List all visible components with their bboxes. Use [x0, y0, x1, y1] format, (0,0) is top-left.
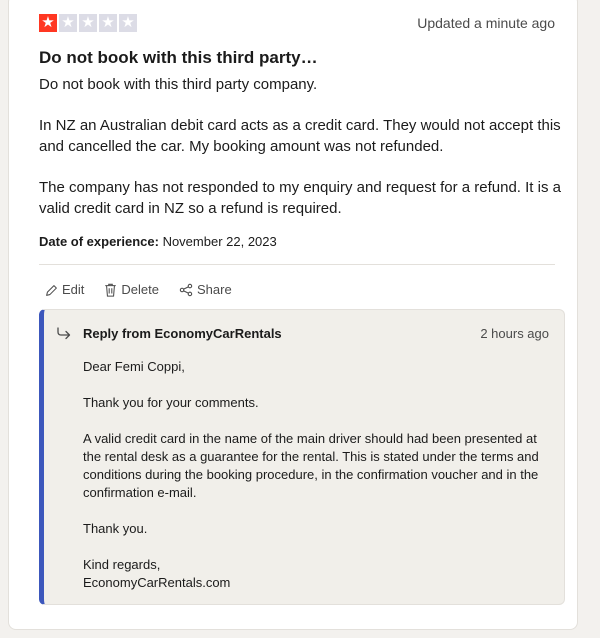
star-icon: ★ — [79, 14, 97, 32]
updated-timestamp: Updated a minute ago — [417, 15, 555, 31]
star-icon: ★ — [99, 14, 117, 32]
reply-paragraph: Thank you. — [83, 521, 148, 536]
reply-paragraph: Thank you for your comments. — [83, 395, 259, 410]
delete-button[interactable] — [104, 281, 159, 299]
trash-icon — [104, 283, 117, 297]
company-reply — [39, 309, 565, 605]
reply-signature: EconomyCarRentals.com — [83, 575, 231, 590]
star-icon: ★ — [39, 14, 57, 32]
reply-arrow-icon — [56, 326, 72, 345]
review-card — [8, 0, 578, 630]
actions-divider — [39, 264, 555, 265]
review-title: Do not book with this third party… — [39, 48, 318, 67]
review-paragraph: The company has not responded to my enquiry and request for a refund. It is a valid credit card in NZ so a refund is required. — [39, 179, 561, 217]
review-body — [39, 74, 569, 239]
review-actions — [45, 281, 232, 299]
share-label: Share — [196, 282, 232, 297]
reply-timestamp: 2 hours ago — [480, 326, 549, 341]
star-icon: ★ — [59, 14, 77, 32]
date-of-experience — [39, 234, 277, 250]
date-of-experience-label: Date of experience: — [39, 234, 159, 249]
reply-body — [83, 358, 553, 592]
reply-paragraph: A valid credit card in the name of the main driver should had been presented at the rental desk as a guarantee for the rental. This is stated under the terms and conditions during the booking procedure, in the confirmation voucher and in the confirmation e-mail. — [83, 431, 539, 500]
delete-label: Delete — [121, 282, 159, 297]
star-rating — [39, 14, 137, 32]
pencil-icon — [45, 284, 58, 297]
review-paragraph: Do not book with this third party company. — [39, 76, 318, 93]
share-button[interactable] — [179, 281, 232, 299]
reply-signoff: Kind regards, — [83, 557, 161, 572]
date-of-experience-value: November 22, 2023 — [162, 234, 277, 249]
edit-button[interactable] — [45, 281, 84, 299]
share-icon — [179, 283, 193, 297]
reply-greeting: Dear Femi Coppi, — [83, 359, 185, 374]
reply-author: Reply from EconomyCarRentals — [83, 326, 282, 341]
edit-label: Edit — [62, 282, 85, 297]
star-icon: ★ — [119, 14, 137, 32]
review-paragraph: In NZ an Australian debit card acts as a credit card. They would not accept this and cancelled the car. My booking amount was not refunded. — [39, 117, 561, 155]
